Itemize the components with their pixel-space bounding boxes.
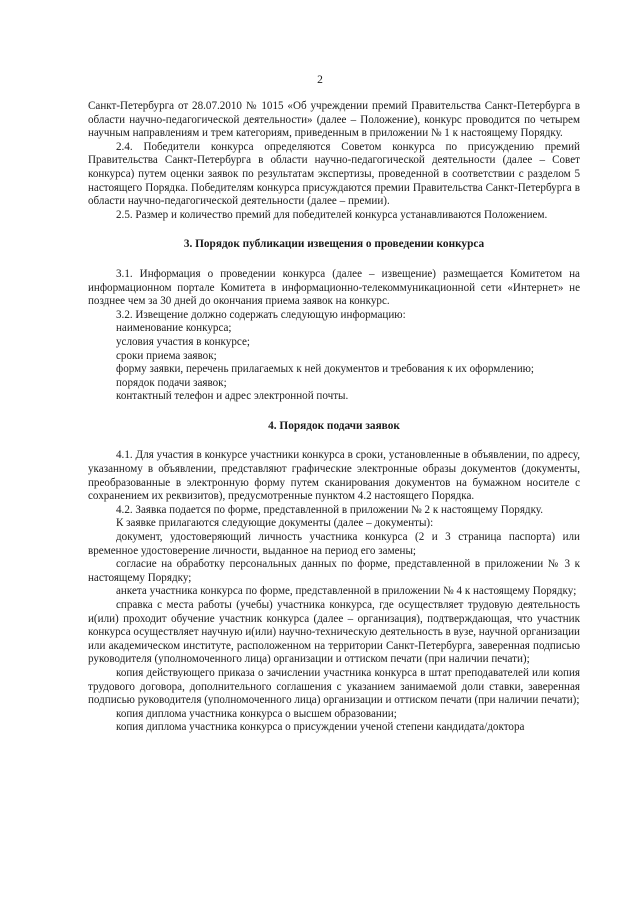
paragraph-3-1: 3.1. Информация о проведении конкурса (далее – извещение) размещается Комитетом на информационном портале Комитета в информационно-телекоммуникационной сети «Интернет» не позднее чем за 30 дней до окончания приема заявок на конкурс. <box>88 267 580 308</box>
paragraph-2-4: 2.4. Победители конкурса определяются Советом конкурса по присуждению премий Правительства Санкт-Петербурга в области научно-педагогической деятельности (далее – Совет конкурса) путем оценки заявок по результатам экспертизы, проведенной в соответствии с разделом 5 настоящего Порядка. Победителям конкурса присуждаются премии Правительства Санкт-Петербурга в области научно-педагогической деятельности (далее – премии). <box>88 140 580 208</box>
document-item: копия диплома участника конкурса о присуждении ученой степени кандидата/доктора <box>116 721 525 734</box>
list-item: наименование конкурса; <box>116 322 232 335</box>
paragraph-2-5: 2.5. Размер и количество премий для победителей конкурса устанавливаются Положением. <box>116 208 548 221</box>
paragraph-intro: Санкт-Петербурга от 28.07.2010 № 1015 «Об учреждении премий Правительства Санкт-Петербурга в области научно-педагогической деятельности» (далее – Положение), конкурс проводится по четырем научным направлениям и трем категориям, приведенным в приложении № 1 к настоящему Порядку. <box>88 100 580 140</box>
section-3-heading: 3. Порядок публикации извещения о проведении конкурса <box>183 238 485 251</box>
document-item: справка с места работы (учебы) участника конкурса, где осуществляет трудовую деятельность и(или) проходит обучение участник конкурса (далее – организация), подтверждающая, что участник конкурса осуществляет научную и(или) научно-техническую деятельность в вузе, научной организации или академическом институте, расположенном на территории Санкт-Петербурга, заверенная подписью руководителя (уполномоченного лица) организации и оттиском печати (при наличии печати); <box>88 599 580 666</box>
page-number: 2 <box>317 74 323 86</box>
document-item: документ, удостоверяющий личность участника конкурса (2 и 3 страница паспорта) или временное удостоверение личности, выданное на период его замены; <box>88 531 580 557</box>
document-item: согласие на обработку персональных данных по форме, представленной в приложении № 3 к настоящему Порядку; <box>88 558 580 584</box>
list-item: порядок подачи заявок; <box>116 376 227 389</box>
paragraph-4-1: 4.1. Для участия в конкурсе участники конкурса в сроки, установленные в объявлении, по адресу, указанному в объявлении, представляют графические электронные образы документов (документы, преобразованные в электронную форму путем сканирования документов на бумажном носителе с сохранением их реквизитов), предусмотренные пунктом 4.2 настоящего Порядка. <box>88 449 580 503</box>
list-item: условия участия в конкурсе; <box>116 335 250 348</box>
section-4-heading: 4. Порядок подачи заявок <box>268 419 400 432</box>
paragraph-3-2: 3.2. Извещение должно содержать следующую информацию: <box>116 308 406 321</box>
document-item: копия действующего приказа о зачислении участника конкурса в штат преподавателей или копия трудового договора, дополнительного соглашения с указанием занимаемой доли ставки, заверенная подписью руководителя (уполномоченного лица) организации и оттиском печати (при наличии печати); <box>88 666 580 707</box>
paragraph-documents-intro: К заявке прилагаются следующие документы (далее – документы): <box>116 517 434 530</box>
document-item: копия диплома участника конкурса о высшем образовании; <box>116 707 397 720</box>
document-body <box>88 100 580 735</box>
list-item: форму заявки, перечень прилагаемых к ней документов и требования к их оформлению; <box>116 363 535 376</box>
paragraph-4-2: 4.2. Заявка подается по форме, представленной в приложении № 2 к настоящему Порядку. <box>116 503 544 516</box>
document-item: анкета участника конкурса по форме, представленной в приложении № 4 к настоящему Порядку; <box>116 585 577 598</box>
list-item: контактный телефон и адрес электронной почты. <box>116 390 349 403</box>
list-item: сроки приема заявок; <box>116 349 217 362</box>
